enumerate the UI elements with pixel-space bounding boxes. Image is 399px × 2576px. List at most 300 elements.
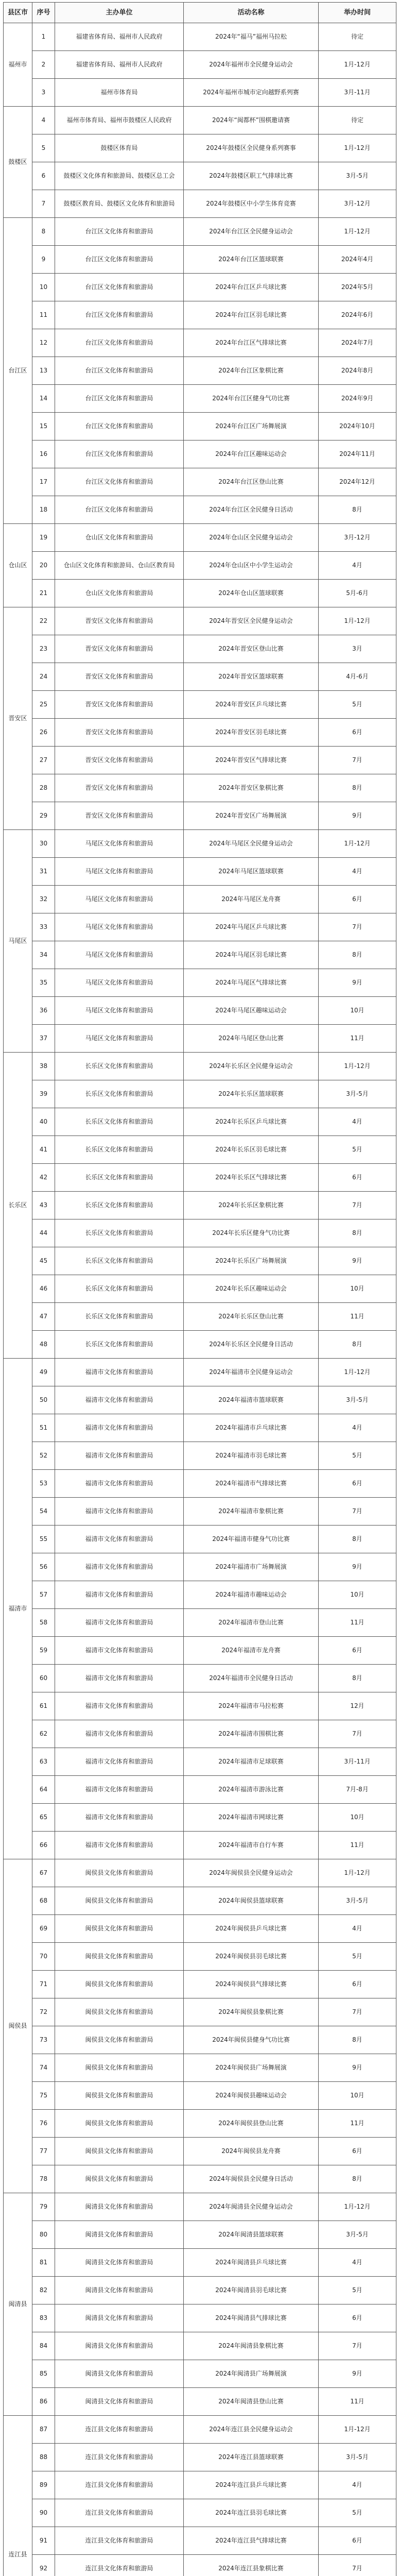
number-cell: 64	[32, 1776, 55, 1804]
date-cell: 6月	[319, 886, 396, 913]
activity-cell: 2024年闽侯县篮球联赛	[184, 1887, 319, 1915]
number-cell: 42	[32, 1164, 55, 1192]
number-cell: 47	[32, 1303, 55, 1331]
number-cell: 26	[32, 719, 55, 747]
activity-cell: 2024年闽侯县广场舞展演	[184, 2054, 319, 2082]
number-cell: 85	[32, 2360, 55, 2388]
date-cell: 3月-12月	[319, 524, 396, 552]
table-row	[4, 134, 396, 162]
date-cell: 6月	[319, 1470, 396, 1498]
table-row	[4, 274, 396, 301]
date-cell: 4月	[319, 2471, 396, 2499]
date-cell: 4月	[319, 858, 396, 886]
date-cell: 8月	[319, 2026, 396, 2054]
date-cell: 3月-5月	[319, 2221, 396, 2249]
organizer-cell: 福清市文化体育和旅游局	[55, 1526, 184, 1553]
activity-cell: 2024年“福马”福州马拉松	[184, 23, 319, 51]
activity-cell: 2024年鼓楼区职工气排球比赛	[184, 162, 319, 190]
date-cell: 11月	[319, 1609, 396, 1637]
organizer-cell: 长乐区文化体育和旅游局	[55, 1164, 184, 1192]
table-row	[4, 1692, 396, 1720]
date-cell: 10月	[319, 2082, 396, 2110]
number-cell: 55	[32, 1526, 55, 1553]
table-row	[4, 2277, 396, 2304]
date-cell: 6月	[319, 2304, 396, 2332]
table-row	[4, 2138, 396, 2165]
number-cell: 45	[32, 1247, 55, 1275]
district-cell: 晋安区	[4, 607, 32, 830]
organizer-cell: 长乐区文化体育和旅游局	[55, 1080, 184, 1108]
table-row	[4, 329, 396, 357]
date-cell: 9月	[319, 2360, 396, 2388]
activity-cell: 2024年台江区全民健身日活动	[184, 496, 319, 524]
organizer-cell: 台江区文化体育和旅游局	[55, 329, 184, 357]
date-cell: 1月-12月	[319, 607, 396, 635]
organizer-cell: 台江区文化体育和旅游局	[55, 413, 184, 440]
activity-cell: 2024年闽侯县全民健身日活动	[184, 2165, 319, 2193]
organizer-cell: 闽清县文化体育和旅游局	[55, 2221, 184, 2249]
activity-cell: 2024年连江县羽毛球比赛	[184, 2499, 319, 2527]
organizer-cell: 马尾区文化体育和旅游局	[55, 1025, 184, 1053]
organizer-cell: 闽侯县文化体育和旅游局	[55, 1887, 184, 1915]
date-cell: 5月	[319, 1136, 396, 1164]
date-cell: 7月	[319, 2555, 396, 2576]
date-cell: 1月-12月	[319, 2416, 396, 2444]
organizer-cell: 长乐区文化体育和旅游局	[55, 1331, 184, 1359]
table-row	[4, 23, 396, 51]
activity-cell: 2024年福清市网球比赛	[184, 1804, 319, 1832]
number-cell: 13	[32, 357, 55, 385]
table-row	[4, 1053, 396, 1080]
organizer-cell: 晋安区文化体育和旅游局	[55, 719, 184, 747]
date-cell: 7月	[319, 1998, 396, 2026]
activity-cell: 2024年晋安区气排球比赛	[184, 747, 319, 774]
table-row	[4, 1609, 396, 1637]
date-cell: 6月	[319, 1637, 396, 1665]
date-cell: 9月	[319, 969, 396, 997]
date-cell: 4月	[319, 1108, 396, 1136]
table-row	[4, 1414, 396, 1442]
table-row	[4, 162, 396, 190]
activity-cell: 2024年台江区趣味运动会	[184, 440, 319, 468]
activity-cell: 2024年马尾区乒乓球比赛	[184, 913, 319, 941]
table-row	[4, 2471, 396, 2499]
date-cell: 3月-11月	[319, 1748, 396, 1776]
date-cell: 11月	[319, 1303, 396, 1331]
number-cell: 71	[32, 1971, 55, 1998]
organizer-cell: 连江县文化体育和旅游局	[55, 2444, 184, 2471]
organizer-cell: 台江区文化体育和旅游局	[55, 357, 184, 385]
organizer-cell: 福清市文化体育和旅游局	[55, 1414, 184, 1442]
table-row	[4, 51, 396, 79]
organizer-cell: 闽清县文化体育和旅游局	[55, 2360, 184, 2388]
activity-cell: 2024年福清市全民健身运动会	[184, 1359, 319, 1386]
table-row	[4, 941, 396, 969]
table-row	[4, 1804, 396, 1832]
activity-cell: 2024年福清市游泳比赛	[184, 1776, 319, 1804]
number-cell: 7	[32, 190, 55, 218]
date-cell: 2024年10月	[319, 413, 396, 440]
table-row	[4, 1108, 396, 1136]
number-cell: 66	[32, 1832, 55, 1859]
header-activity: 活动名称	[184, 3, 319, 23]
number-cell: 10	[32, 274, 55, 301]
table-row	[4, 1442, 396, 1470]
activity-cell: 2024年晋安区全民健身运动会	[184, 607, 319, 635]
date-cell: 10月	[319, 1581, 396, 1609]
activity-cell: 2024年马尾区趣味运动会	[184, 997, 319, 1025]
date-cell: 11月	[319, 1025, 396, 1053]
date-cell: 3月-5月	[319, 1386, 396, 1414]
organizer-cell: 闽清县文化体育和旅游局	[55, 2277, 184, 2304]
organizer-cell: 闽侯县文化体育和旅游局	[55, 1998, 184, 2026]
organizer-cell: 福清市文化体育和旅游局	[55, 1776, 184, 1804]
date-cell: 4月	[319, 1915, 396, 1943]
number-cell: 8	[32, 218, 55, 246]
activity-cell: 2024年台江区象棋比赛	[184, 357, 319, 385]
organizer-cell: 闽清县文化体育和旅游局	[55, 2388, 184, 2416]
organizer-cell: 长乐区文化体育和旅游局	[55, 1219, 184, 1247]
activity-cell: 2024年鼓楼区中小学生体育竞赛	[184, 190, 319, 218]
activity-cell: 2024年闽清县气排球比赛	[184, 2304, 319, 2332]
organizer-cell: 福清市文化体育和旅游局	[55, 1386, 184, 1414]
table-row	[4, 1637, 396, 1665]
organizer-cell: 连江县文化体育和旅游局	[55, 2555, 184, 2576]
activity-cell: 2024年福州市城市定向越野系列赛	[184, 79, 319, 107]
organizer-cell: 长乐区文化体育和旅游局	[55, 1303, 184, 1331]
number-cell: 49	[32, 1359, 55, 1386]
number-cell: 61	[32, 1692, 55, 1720]
organizer-cell: 长乐区文化体育和旅游局	[55, 1136, 184, 1164]
number-cell: 30	[32, 830, 55, 858]
number-cell: 82	[32, 2277, 55, 2304]
date-cell: 11月	[319, 1832, 396, 1859]
activity-cell: 2024年福清市广场舞展演	[184, 1553, 319, 1581]
date-cell: 1月-12月	[319, 134, 396, 162]
activity-cell: 2024年闽清县羽毛球比赛	[184, 2277, 319, 2304]
number-cell: 35	[32, 969, 55, 997]
activity-cell: 2024年长乐区气排球比赛	[184, 1164, 319, 1192]
activity-cell: 2024年晋安区登山比赛	[184, 635, 319, 663]
date-cell: 2024年11月	[319, 440, 396, 468]
date-cell: 9月	[319, 1247, 396, 1275]
date-cell: 7月	[319, 1720, 396, 1748]
table-row	[4, 1080, 396, 1108]
date-cell: 1月-12月	[319, 1359, 396, 1386]
date-cell: 5月	[319, 1442, 396, 1470]
table-row	[4, 1386, 396, 1414]
number-cell: 50	[32, 1386, 55, 1414]
number-cell: 80	[32, 2221, 55, 2249]
table-row	[4, 2249, 396, 2277]
organizer-cell: 连江县文化体育和旅游局	[55, 2416, 184, 2444]
organizer-cell: 台江区文化体育和旅游局	[55, 274, 184, 301]
table-row	[4, 357, 396, 385]
number-cell: 15	[32, 413, 55, 440]
date-cell: 10月	[319, 1804, 396, 1832]
activity-cell: 2024年长乐区趣味运动会	[184, 1275, 319, 1303]
number-cell: 59	[32, 1637, 55, 1665]
date-cell: 9月	[319, 2054, 396, 2082]
organizer-cell: 福清市文化体育和旅游局	[55, 1748, 184, 1776]
district-cell: 仓山区	[4, 524, 32, 607]
organizer-cell: 晋安区文化体育和旅游局	[55, 607, 184, 635]
table-row	[4, 2165, 396, 2193]
date-cell: 8月	[319, 1331, 396, 1359]
table-row	[4, 2388, 396, 2416]
table-row	[4, 913, 396, 941]
table-row	[4, 635, 396, 663]
date-cell: 10月	[319, 1275, 396, 1303]
number-cell: 2	[32, 51, 55, 79]
activity-cell: 2024年晋安区乒乓球比赛	[184, 691, 319, 719]
organizer-cell: 连江县文化体育和旅游局	[55, 2471, 184, 2499]
activity-cell: 2024年闽清县篮球联赛	[184, 2221, 319, 2249]
table-row	[4, 580, 396, 607]
activity-cell: 2024年闽清县广场舞展演	[184, 2360, 319, 2388]
activity-cell: 2024年连江县篮球联赛	[184, 2444, 319, 2471]
activity-cell: 2024年台江区登山比赛	[184, 468, 319, 496]
organizer-cell: 马尾区文化体育和旅游局	[55, 830, 184, 858]
number-cell: 77	[32, 2138, 55, 2165]
activity-cell: 2024年闽清县登山比赛	[184, 2388, 319, 2416]
activity-cell: 2024年闽清县象棋比赛	[184, 2332, 319, 2360]
organizer-cell: 福清市文化体育和旅游局	[55, 1470, 184, 1498]
organizer-cell: 福清市文化体育和旅游局	[55, 1804, 184, 1832]
organizer-cell: 闽侯县文化体育和旅游局	[55, 1915, 184, 1943]
organizer-cell: 马尾区文化体育和旅游局	[55, 969, 184, 997]
activity-cell: 2024年闽侯县健身气功比赛	[184, 2026, 319, 2054]
organizer-cell: 台江区文化体育和旅游局	[55, 246, 184, 274]
organizer-cell: 福清市文化体育和旅游局	[55, 1581, 184, 1609]
number-cell: 1	[32, 23, 55, 51]
organizer-cell: 马尾区文化体育和旅游局	[55, 913, 184, 941]
organizer-cell: 台江区文化体育和旅游局	[55, 468, 184, 496]
organizer-cell: 长乐区文化体育和旅游局	[55, 1247, 184, 1275]
number-cell: 70	[32, 1943, 55, 1971]
organizer-cell: 鼓楼区教育局、鼓楼区文化体育和旅游局	[55, 190, 184, 218]
table-row	[4, 2026, 396, 2054]
activity-cell: 2024年台江区气排球比赛	[184, 329, 319, 357]
table-row	[4, 2332, 396, 2360]
table-row	[4, 1943, 396, 1971]
table-row	[4, 2221, 396, 2249]
date-cell: 11月	[319, 2388, 396, 2416]
organizer-cell: 晋安区文化体育和旅游局	[55, 635, 184, 663]
date-cell: 1月-12月	[319, 51, 396, 79]
number-cell: 3	[32, 79, 55, 107]
table-row	[4, 802, 396, 830]
activity-cell: 2024年福清市篮球联赛	[184, 1386, 319, 1414]
number-cell: 28	[32, 774, 55, 802]
table-row	[4, 1164, 396, 1192]
table-row	[4, 301, 396, 329]
date-cell: 8月	[319, 774, 396, 802]
activity-cell: 2024年闽侯县气排球比赛	[184, 1971, 319, 1998]
table-row	[4, 858, 396, 886]
number-cell: 65	[32, 1804, 55, 1832]
organizer-cell: 福建省体育局、福州市人民政府	[55, 51, 184, 79]
date-cell: 2024年8月	[319, 357, 396, 385]
events-table	[3, 2, 396, 2576]
number-cell: 81	[32, 2249, 55, 2277]
table-row	[4, 385, 396, 413]
number-cell: 41	[32, 1136, 55, 1164]
table-row	[4, 1998, 396, 2026]
date-cell: 3月-12月	[319, 190, 396, 218]
date-cell: 6月	[319, 719, 396, 747]
number-cell: 36	[32, 997, 55, 1025]
activity-cell: 2024年福清市趣味运动会	[184, 1581, 319, 1609]
number-cell: 5	[32, 134, 55, 162]
number-cell: 84	[32, 2332, 55, 2360]
activity-cell: 2024年福州市全民健身运动会	[184, 51, 319, 79]
activity-cell: 2024年福清市气排球比赛	[184, 1470, 319, 1498]
date-cell: 4月	[319, 1414, 396, 1442]
date-cell: 3月-5月	[319, 1887, 396, 1915]
activity-cell: 2024年马尾区登山比赛	[184, 1025, 319, 1053]
organizer-cell: 闽清县文化体育和旅游局	[55, 2249, 184, 2277]
number-cell: 46	[32, 1275, 55, 1303]
organizer-cell: 闽侯县文化体育和旅游局	[55, 1971, 184, 1998]
organizer-cell: 晋安区文化体育和旅游局	[55, 747, 184, 774]
number-cell: 54	[32, 1498, 55, 1526]
table-row	[4, 2082, 396, 2110]
table-row	[4, 2555, 396, 2576]
number-cell: 86	[32, 2388, 55, 2416]
organizer-cell: 福清市文化体育和旅游局	[55, 1637, 184, 1665]
activity-cell: 2024年晋安区羽毛球比赛	[184, 719, 319, 747]
activity-cell: 2024年闽清县乒乓球比赛	[184, 2249, 319, 2277]
activity-cell: 2024年连江县全民健身运动会	[184, 2416, 319, 2444]
table-row	[4, 1136, 396, 1164]
number-cell: 58	[32, 1609, 55, 1637]
table-row	[4, 663, 396, 691]
district-cell: 台江区	[4, 218, 32, 524]
activity-cell: 2024年长乐区象棋比赛	[184, 1192, 319, 1219]
organizer-cell: 马尾区文化体育和旅游局	[55, 858, 184, 886]
date-cell: 8月	[319, 1526, 396, 1553]
table-row	[4, 2527, 396, 2555]
date-cell: 4月	[319, 2249, 396, 2277]
table-row	[4, 1192, 396, 1219]
table-row	[4, 1665, 396, 1692]
table-row	[4, 413, 396, 440]
number-cell: 76	[32, 2110, 55, 2138]
date-cell: 3月-11月	[319, 79, 396, 107]
table-row	[4, 747, 396, 774]
activity-cell: 2024年晋安区象棋比赛	[184, 774, 319, 802]
organizer-cell: 晋安区文化体育和旅游局	[55, 774, 184, 802]
date-cell: 11月	[319, 2110, 396, 2138]
date-cell: 7月	[319, 1498, 396, 1526]
number-cell: 52	[32, 1442, 55, 1470]
activity-cell: 2024年连江县乒乓球比赛	[184, 2471, 319, 2499]
date-cell: 7月	[319, 2332, 396, 2360]
date-cell: 8月	[319, 2165, 396, 2193]
table-row	[4, 2416, 396, 2444]
number-cell: 20	[32, 552, 55, 580]
number-cell: 63	[32, 1748, 55, 1776]
date-cell: 5月	[319, 691, 396, 719]
number-cell: 88	[32, 2444, 55, 2471]
organizer-cell: 闽侯县文化体育和旅游局	[55, 1943, 184, 1971]
number-cell: 75	[32, 2082, 55, 2110]
organizer-cell: 福州市体育局	[55, 79, 184, 107]
organizer-cell: 马尾区文化体育和旅游局	[55, 941, 184, 969]
activity-cell: 2024年台江区乒乓球比赛	[184, 274, 319, 301]
table-row	[4, 1859, 396, 1887]
number-cell: 16	[32, 440, 55, 468]
date-cell: 9月	[319, 1553, 396, 1581]
activity-cell: 2024年长乐区广场舞展演	[184, 1247, 319, 1275]
organizer-cell: 福清市文化体育和旅游局	[55, 1359, 184, 1386]
organizer-cell: 福清市文化体育和旅游局	[55, 1498, 184, 1526]
date-cell: 3月-5月	[319, 162, 396, 190]
activity-cell: 2024年福清市乒乓球比赛	[184, 1414, 319, 1442]
table-row	[4, 1720, 396, 1748]
organizer-cell: 福清市文化体育和旅游局	[55, 1692, 184, 1720]
number-cell: 44	[32, 1219, 55, 1247]
activity-cell: 2024年台江区广场舞展演	[184, 413, 319, 440]
number-cell: 9	[32, 246, 55, 274]
organizer-cell: 福清市文化体育和旅游局	[55, 1832, 184, 1859]
activity-cell: 2024年福清市足球联赛	[184, 1748, 319, 1776]
activity-cell: 2024年福清市健身气功比赛	[184, 1526, 319, 1553]
activity-cell: 2024年马尾区全民健身运动会	[184, 830, 319, 858]
table-row	[4, 2444, 396, 2471]
number-cell: 38	[32, 1053, 55, 1080]
organizer-cell: 闽侯县文化体育和旅游局	[55, 2138, 184, 2165]
date-cell: 7月	[319, 747, 396, 774]
table-row	[4, 1915, 396, 1943]
number-cell: 23	[32, 635, 55, 663]
organizer-cell: 长乐区文化体育和旅游局	[55, 1275, 184, 1303]
date-cell: 2024年9月	[319, 385, 396, 413]
organizer-cell: 福州市体育局、福州市鼓楼区人民政府	[55, 107, 184, 134]
date-cell: 5月	[319, 2277, 396, 2304]
activity-cell: 2024年仓山区全民健身运动会	[184, 524, 319, 552]
header-district: 县区市	[4, 3, 32, 23]
number-cell: 31	[32, 858, 55, 886]
date-cell: 6月	[319, 1971, 396, 1998]
date-cell: 8月	[319, 1219, 396, 1247]
table-row	[4, 1553, 396, 1581]
number-cell: 57	[32, 1581, 55, 1609]
activity-cell: 2024年闽侯县龙舟赛	[184, 2138, 319, 2165]
number-cell: 69	[32, 1915, 55, 1943]
organizer-cell: 仓山区文化体育和旅游局、仓山区教育局	[55, 552, 184, 580]
organizer-cell: 闽侯县文化体育和旅游局	[55, 1859, 184, 1887]
date-cell: 3月-5月	[319, 1080, 396, 1108]
table-row	[4, 830, 396, 858]
table-row	[4, 496, 396, 524]
organizer-cell: 长乐区文化体育和旅游局	[55, 1053, 184, 1080]
table-row	[4, 2360, 396, 2388]
organizer-cell: 福清市文化体育和旅游局	[55, 1553, 184, 1581]
number-cell: 4	[32, 107, 55, 134]
activity-cell: 2024年福清市羽毛球比赛	[184, 1442, 319, 1470]
date-cell: 待定	[319, 23, 396, 51]
activity-cell: 2024年晋安区广场舞展演	[184, 802, 319, 830]
table-row	[4, 1971, 396, 1998]
activity-cell: 2024年福清市象棋比赛	[184, 1498, 319, 1526]
table-row	[4, 468, 396, 496]
table-row	[4, 107, 396, 134]
activity-cell: 2024年马尾区龙舟赛	[184, 886, 319, 913]
number-cell: 19	[32, 524, 55, 552]
district-cell: 闽侯县	[4, 1859, 32, 2193]
